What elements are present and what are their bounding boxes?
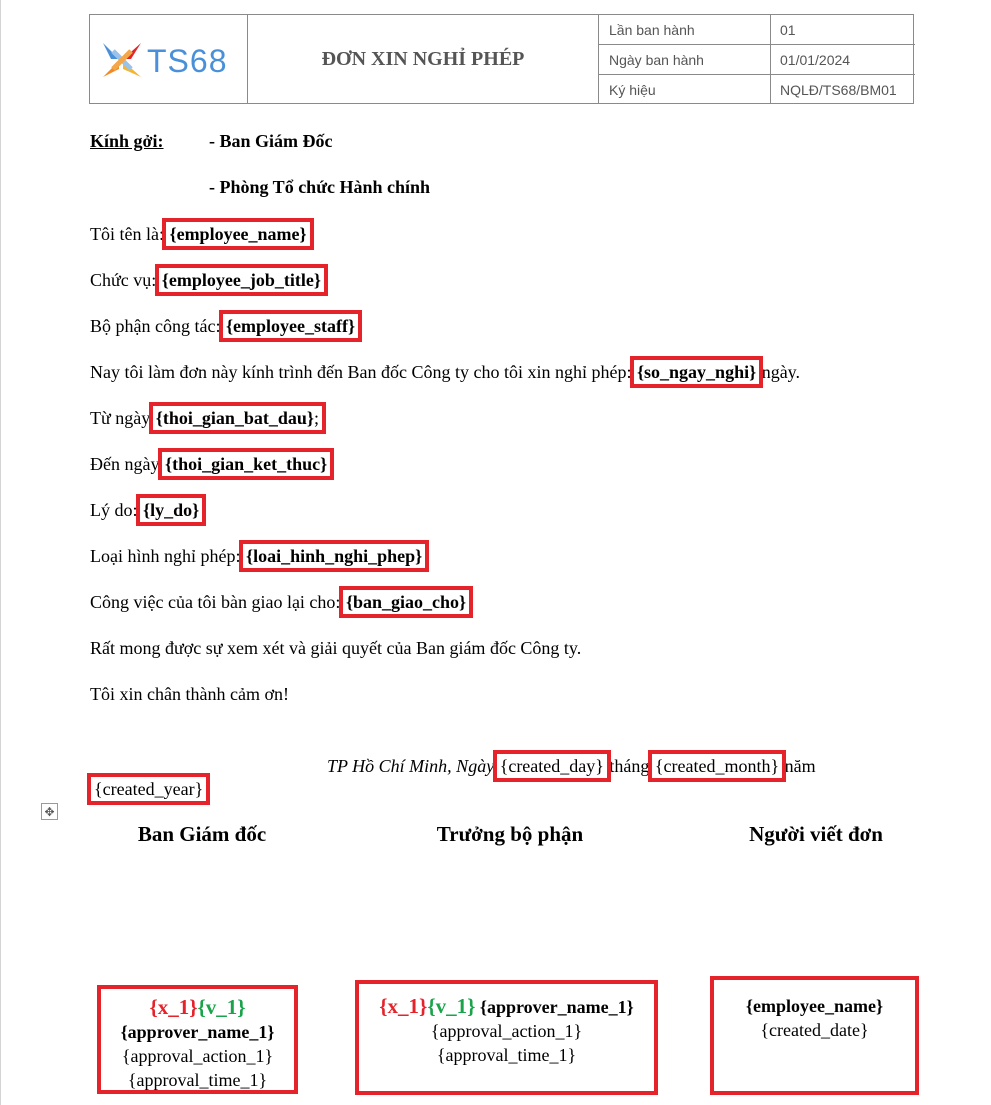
year-line [93,779,204,800]
created-day-placeholder: {created_day} [499,756,604,776]
created-month-placeholder: {created_month} [654,756,780,776]
issue-number-label: Lần ban hành [609,22,695,38]
x-placeholder: {x_1} [149,995,198,1019]
name-line [90,224,308,245]
document-header-table [89,14,914,104]
employee-name-placeholder: {employee_name} [169,224,307,244]
issue-date-label: Ngày ban hành [609,52,704,68]
issue-date-value: 01/01/2024 [780,52,851,68]
job-title-placeholder: {employee_job_title} [161,270,321,290]
closing-request: Rất mong được sự xem xét và giải quyết của Ban giám đốc Công ty. [90,638,582,658]
handover-label: Công việc của tôi bàn giao lại cho: [90,592,345,612]
to-line [90,454,328,475]
request-line [90,362,800,383]
page-edge [0,0,1,1105]
approval-action-placeholder: {approval_action_1} [430,1021,583,1041]
recipient-hr: - Phòng Tổ chức Hành chính [209,177,431,197]
staff-line [90,316,356,337]
logo-text: TS68 [147,43,228,79]
start-date-placeholder: {thoi_gian_bat_dau}; [155,408,319,428]
staff-label: Bộ phận công tác: [90,316,225,336]
request-text: Nay tôi làm đơn này kính trình đến Ban đốc Công ty cho tôi xin nghỉ phép: [90,362,636,382]
date-prefix: TP Hồ Chí Minh, Ngày [327,756,499,776]
days-placeholder: {so_ngay_nghi} [636,362,757,382]
employee-signature-box [710,976,919,1095]
document-title: ĐƠN XIN NGHỈ PHÉP [321,47,525,70]
leave-type-line [90,546,423,567]
job-line [90,270,322,291]
reason-placeholder: {ly_do} [143,500,200,520]
handover-line [90,592,467,613]
handover-placeholder: {ban_giao_cho} [345,592,467,612]
board-signature-title: Ban Giám đốc [137,822,267,846]
approval-action-placeholder: {approval_action_1} [121,1046,274,1066]
reason-label: Lý do: [90,500,142,520]
x-placeholder: {x_1} [379,994,428,1018]
manager-approval-box [355,980,658,1095]
employee-signature-title: Người viết đơn [749,822,883,846]
staff-placeholder: {employee_staff} [225,316,356,336]
code-label: Ký hiệu [609,82,656,98]
v-placeholder: {v_1} [197,995,246,1019]
from-line [90,408,320,429]
created-year-placeholder: {created_year} [94,779,204,799]
recipient-board: - Ban Giám Đốc [209,131,333,151]
approver-name-placeholder: {approver_name_1} [479,997,634,1017]
employee-name-placeholder: {employee_name} [745,996,884,1016]
closing-thanks: Tôi xin chân thành cảm ơn! [90,684,289,704]
logo-x-icon [99,37,145,83]
board-approval-box [97,985,298,1094]
created-date-placeholder: {created_date} [760,1020,869,1040]
reason-line [90,500,200,521]
leave-type-placeholder: {loai_hinh_nghi_phep} [245,546,423,566]
approval-time-placeholder: {approval_time_1} [436,1045,577,1065]
approval-time-placeholder: {approval_time_1} [127,1070,268,1090]
manager-signature-title: Trưởng bộ phận [436,822,584,846]
leave-type-label: Loại hình nghỉ phép: [90,546,245,566]
code-value: NQLĐ/TS68/BM01 [780,82,897,98]
v-placeholder: {v_1} [427,994,476,1018]
date-line [327,756,816,777]
job-label: Chức vụ: [90,270,161,290]
company-logo [99,37,239,83]
to-label: Đến ngày [90,454,164,474]
end-date-placeholder: {thoi_gian_ket_thuc} [164,454,328,474]
year-label: năm [780,756,816,776]
approver-name-placeholder: {approver_name_1} [120,1022,275,1042]
table-move-handle-icon[interactable]: ✥ [41,803,58,820]
month-label: tháng [604,756,654,776]
issue-number-value: 01 [780,22,796,38]
days-suffix: ngày. [757,362,801,382]
name-label: Tôi tên là: [90,224,169,244]
kinh-goi-label: Kính gởi: [90,131,164,151]
from-label: Từ ngày [90,408,155,428]
